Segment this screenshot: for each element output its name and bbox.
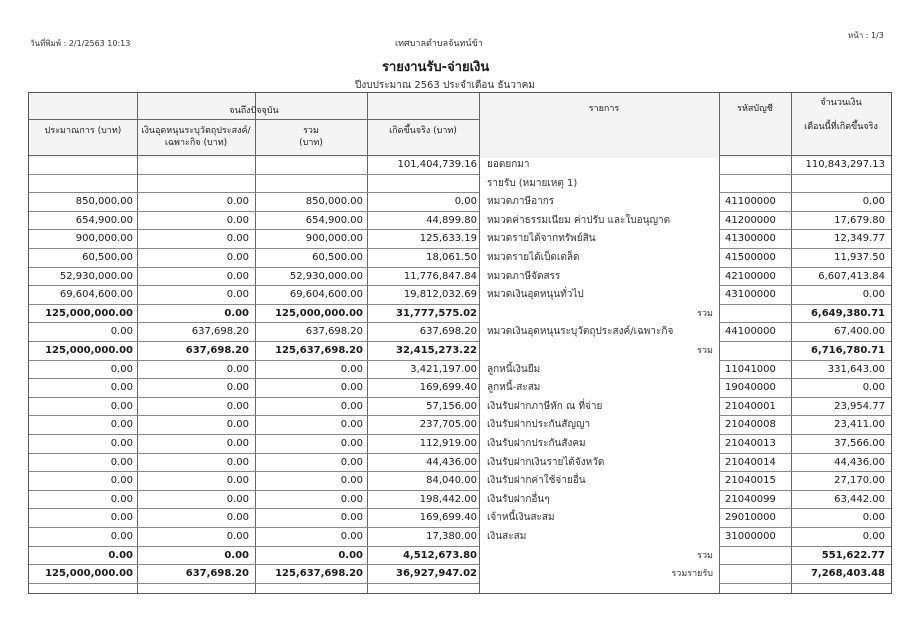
- budget-cell: 125,000,000.00: [45, 568, 133, 580]
- item-cell: หมวดเงินอุดหนุนระบุวัตถุประสงค์/เฉพาะกิจ: [487, 326, 674, 338]
- header-group-label: จนถึงปัจจุบัน: [229, 106, 279, 116]
- sum-cell: 125,000,000.00: [275, 307, 363, 319]
- actual-cell: 0.00: [454, 196, 477, 208]
- code-cell: [719, 565, 791, 584]
- code-cell: [719, 305, 791, 324]
- item-cell: รวม: [697, 308, 713, 319]
- code-cell: 41100000: [725, 196, 776, 208]
- table-row: [29, 398, 891, 417]
- sum-cell: 0.00: [340, 419, 363, 431]
- special-cell: 0.00: [226, 233, 249, 245]
- sum-cell: 69,604,600.00: [289, 289, 363, 301]
- budget-cell: 125,000,000.00: [45, 345, 133, 356]
- special-cell: 0.00: [226, 214, 249, 226]
- table-row: [29, 175, 891, 194]
- special-cell: 637,698.20: [191, 326, 249, 338]
- header-amount-line2: เดือนนี้ที่เกิดขึ้นจริง: [804, 122, 878, 132]
- sum-cell: 52,930,000.00: [289, 270, 363, 282]
- table-row: [29, 547, 891, 566]
- code-cell: 21040001: [725, 400, 776, 412]
- special-cell: 0.00: [226, 400, 249, 412]
- sum-cell: 0.00: [340, 363, 363, 375]
- item-cell: รวมรายรับ: [671, 569, 713, 580]
- item-cell: หมวดรายได้เบ็ดเตล็ด: [487, 252, 580, 263]
- amount-cell: 6,716,780.71: [810, 345, 885, 356]
- amount-cell: 0.00: [862, 382, 885, 394]
- header-item: รายการ: [588, 104, 620, 114]
- actual-cell: 112,919.00: [419, 438, 477, 449]
- amount-cell: 7,268,403.48: [810, 568, 885, 580]
- special-cell: 0.00: [224, 549, 249, 561]
- special-cell: 0.00: [226, 512, 249, 524]
- amount-cell: 37,566.00: [834, 438, 885, 449]
- actual-cell: 169,699.40: [419, 382, 477, 394]
- actual-cell: 44,436.00: [426, 456, 477, 468]
- code-cell: 29010000: [725, 512, 776, 524]
- amount-cell: 27,170.00: [834, 475, 885, 487]
- item-cell: เจ้าหนี้เงินสะสม: [487, 512, 555, 524]
- amount-cell: 6,607,413.84: [818, 270, 885, 282]
- header-code: รหัสบัญชี: [737, 104, 773, 114]
- amount-cell: 331,643.00: [827, 363, 885, 375]
- header-sum: รวม (บาท): [299, 126, 323, 148]
- budget-cell: 900,000.00: [75, 233, 133, 245]
- sum-cell: 900,000.00: [305, 233, 363, 245]
- item-cell: รวม: [697, 346, 713, 356]
- table-row: [29, 454, 891, 473]
- item-cell: เงินสะสม: [487, 531, 527, 542]
- actual-cell: 44,899.80: [426, 214, 477, 226]
- page-number: หน้า : 1/3: [848, 31, 884, 40]
- header-actual: เกิดขึ้นจริง (บาท): [389, 126, 457, 136]
- special-cell: 637,698.20: [185, 345, 249, 356]
- table-row: [29, 509, 891, 528]
- table-row: [29, 379, 891, 398]
- code-cell: 19040000: [725, 382, 776, 394]
- item-cell: เงินรับฝากเงินรายได้จังหวัด: [487, 456, 605, 468]
- amount-cell: [791, 175, 891, 194]
- actual-cell: 18,061.50: [426, 252, 477, 263]
- budget-cell: 69,604,600.00: [59, 289, 133, 301]
- code-cell: 21040013: [725, 438, 776, 449]
- special-cell: [137, 175, 255, 194]
- table-row: [29, 528, 891, 547]
- code-cell: 41500000: [725, 252, 776, 263]
- sum-cell: 0.00: [340, 438, 363, 449]
- special-cell: 0.00: [226, 456, 249, 468]
- budget-cell: 0.00: [110, 493, 133, 505]
- code-cell: 21040014: [725, 456, 776, 468]
- special-cell: 0.00: [226, 531, 249, 542]
- budget-cell: 654,900.00: [75, 214, 133, 226]
- item-cell: ยอดยกมา: [487, 159, 530, 170]
- item-cell: เงินรับฝากค่าใช้จ่ายอื่น: [487, 475, 586, 487]
- budget-cell: 0.00: [110, 456, 133, 468]
- amount-cell: 0.00: [862, 531, 885, 542]
- code-cell: 21040099: [725, 493, 776, 505]
- sum-cell: [255, 156, 367, 175]
- amount-cell: 63,442.00: [834, 493, 885, 505]
- sum-cell: 0.00: [340, 456, 363, 468]
- sum-cell: 850,000.00: [305, 196, 363, 208]
- table-row: [29, 491, 891, 510]
- sum-cell: 0.00: [340, 382, 363, 394]
- amount-cell: 12,349.77: [834, 233, 885, 245]
- code-cell: 42100000: [725, 270, 776, 282]
- item-cell: หมวดภาษีจัดสรร: [487, 270, 561, 282]
- item-cell: เงินรับฝากประกันสัญญา: [487, 419, 591, 431]
- item-cell: เงินรับฝากภาษีหัก ณ ที่จ่าย: [487, 400, 603, 412]
- item-cell: เงินรับฝากอื่นๆ: [487, 493, 550, 505]
- budget-cell: 850,000.00: [75, 196, 133, 208]
- sum-cell: 0.00: [340, 512, 363, 524]
- actual-cell: 11,776,847.84: [403, 270, 477, 282]
- item-cell: ลูกหนี้-สะสม: [487, 382, 541, 394]
- budget-cell: 125,000,000.00: [45, 307, 133, 319]
- code-cell: 31000000: [725, 531, 776, 542]
- item-cell: เงินรับฝากประกันสังคม: [487, 438, 586, 449]
- table-row: [29, 305, 891, 324]
- sum-cell: 60,500.00: [312, 252, 363, 263]
- sum-cell: 0.00: [340, 400, 363, 412]
- code-cell: 11041000: [725, 363, 776, 375]
- special-cell: 0.00: [226, 270, 249, 282]
- code-cell: [719, 342, 791, 361]
- report-subtitle: ปีงบประมาณ 2563 ประจำเดือน ธันวาคม: [355, 80, 535, 91]
- item-cell: หมวดเงินอุดหนุนทั่วไป: [487, 289, 584, 301]
- table-row: [29, 249, 891, 268]
- item-cell: รายรับ (หมายเหตุ 1): [487, 177, 578, 189]
- report-table: [28, 92, 892, 594]
- budget-cell: 0.00: [110, 531, 133, 542]
- table-row: [29, 268, 891, 287]
- code-cell: 43100000: [725, 289, 776, 301]
- special-cell: 0.00: [226, 382, 249, 394]
- table-row: [29, 416, 891, 435]
- special-cell: 0.00: [226, 438, 249, 449]
- budget-cell: 0.00: [110, 419, 133, 431]
- sum-cell: 125,637,698.20: [275, 568, 363, 580]
- item-cell: หมวดภาษีอากร: [487, 196, 555, 208]
- sum-cell: 0.00: [340, 493, 363, 505]
- sum-cell: 0.00: [340, 531, 363, 542]
- special-cell: 0.00: [226, 493, 249, 505]
- budget-cell: 0.00: [110, 512, 133, 524]
- item-cell: หมวดรายได้จากทรัพย์สิน: [487, 233, 596, 245]
- table-row: [29, 342, 891, 361]
- special-cell: [137, 156, 255, 175]
- print-date: วันที่พิมพ์ : 2/1/2563 10:13: [30, 39, 131, 48]
- amount-cell: 23,411.00: [834, 419, 885, 431]
- row-divider: [29, 583, 479, 584]
- amount-cell: 0.00: [862, 289, 885, 301]
- sum-cell: 637,698.20: [305, 326, 363, 338]
- table-row: [29, 435, 891, 454]
- actual-cell: 84,040.00: [426, 475, 477, 487]
- actual-cell: 198,442.00: [419, 493, 477, 505]
- budget-cell: [29, 156, 137, 175]
- amount-cell: 110,843,297.13: [805, 159, 885, 170]
- special-cell: 0.00: [226, 363, 249, 375]
- budget-cell: 0.00: [110, 326, 133, 338]
- budget-cell: 0.00: [110, 475, 133, 487]
- amount-cell: 6,649,380.71: [810, 307, 885, 319]
- item-cell: หมวดค่าธรรมเนียม ค่าปรับ และใบอนุญาต: [487, 214, 671, 226]
- sum-cell: 0.00: [338, 549, 363, 561]
- budget-cell: 0.00: [108, 549, 133, 561]
- table-row: [29, 472, 891, 491]
- code-cell: [719, 547, 791, 566]
- header-budget: ประมาณการ (บาท): [44, 126, 122, 136]
- special-cell: 0.00: [224, 307, 249, 319]
- table-row: [29, 565, 891, 584]
- amount-cell: 11,937.50: [834, 252, 885, 263]
- amount-cell: 0.00: [862, 196, 885, 208]
- actual-cell: 101,404,739.16: [397, 159, 477, 170]
- special-cell: 0.00: [226, 475, 249, 487]
- amount-cell: 0.00: [862, 512, 885, 524]
- actual-cell: 36,927,947.02: [396, 568, 477, 580]
- actual-cell: 31,777,575.02: [396, 307, 477, 319]
- actual-cell: 19,812,032.69: [403, 289, 477, 301]
- special-cell: 637,698.20: [185, 568, 249, 580]
- code-cell: 21040008: [725, 419, 776, 431]
- amount-cell: 23,954.77: [834, 400, 885, 412]
- budget-cell: 0.00: [110, 382, 133, 394]
- actual-cell: 57,156.00: [426, 400, 477, 412]
- budget-cell: 60,500.00: [82, 252, 133, 263]
- actual-cell: 32,415,273.22: [396, 345, 477, 356]
- report-title: รายงานรับ-จ่ายเงิน: [382, 60, 490, 75]
- org-name: เทศบาลตำบลจันทน์ข้า: [395, 39, 483, 49]
- sum-cell: 125,637,698.20: [275, 345, 363, 356]
- code-cell: [719, 156, 791, 175]
- actual-cell: 169,699.40: [419, 512, 477, 524]
- amount-cell: 17,679.80: [834, 214, 885, 226]
- table-row: [29, 361, 891, 380]
- code-cell: 41200000: [725, 214, 776, 226]
- item-cell: ลูกหนี้เงินยืม: [487, 363, 541, 375]
- amount-cell: 67,400.00: [834, 326, 885, 338]
- actual-cell: 237,705.00: [419, 419, 477, 431]
- code-cell: 41300000: [725, 233, 776, 245]
- actual-cell: 637,698.20: [419, 326, 477, 338]
- budget-cell: [29, 175, 137, 194]
- actual-cell: 17,380.00: [426, 531, 477, 542]
- header-amount-line1: จำนวนเงิน: [820, 98, 862, 108]
- table-row: [29, 286, 891, 305]
- budget-cell: 52,930,000.00: [59, 270, 133, 282]
- header-special: เงินอุดหนุนระบุวัตถุประสงค์/เฉพาะกิจ (บาท): [141, 126, 251, 148]
- actual-cell: 3,421,197.00: [410, 363, 477, 375]
- amount-cell: 551,622.77: [821, 549, 885, 561]
- table-row: [29, 323, 891, 342]
- special-cell: 0.00: [226, 289, 249, 301]
- table-row: [29, 193, 891, 212]
- table-row: [29, 230, 891, 249]
- actual-cell: 125,633.19: [419, 233, 477, 245]
- table-row: [29, 156, 891, 175]
- budget-cell: 0.00: [110, 400, 133, 412]
- budget-cell: 0.00: [110, 438, 133, 449]
- actual-cell: [367, 175, 479, 194]
- sum-cell: 0.00: [340, 475, 363, 487]
- amount-cell: 44,436.00: [834, 456, 885, 468]
- sum-cell: [255, 175, 367, 194]
- special-cell: 0.00: [226, 252, 249, 263]
- sum-cell: 654,900.00: [305, 214, 363, 226]
- actual-cell: 4,512,673.80: [402, 549, 477, 561]
- code-cell: 21040015: [725, 475, 776, 487]
- table-row: [29, 212, 891, 231]
- code-cell: 44100000: [725, 326, 776, 338]
- code-cell: [719, 175, 791, 194]
- row-divider: [719, 583, 891, 584]
- special-cell: 0.00: [226, 196, 249, 208]
- special-cell: 0.00: [226, 419, 249, 431]
- budget-cell: 0.00: [110, 363, 133, 375]
- item-cell: รวม: [697, 550, 713, 561]
- header-divider: [29, 119, 479, 120]
